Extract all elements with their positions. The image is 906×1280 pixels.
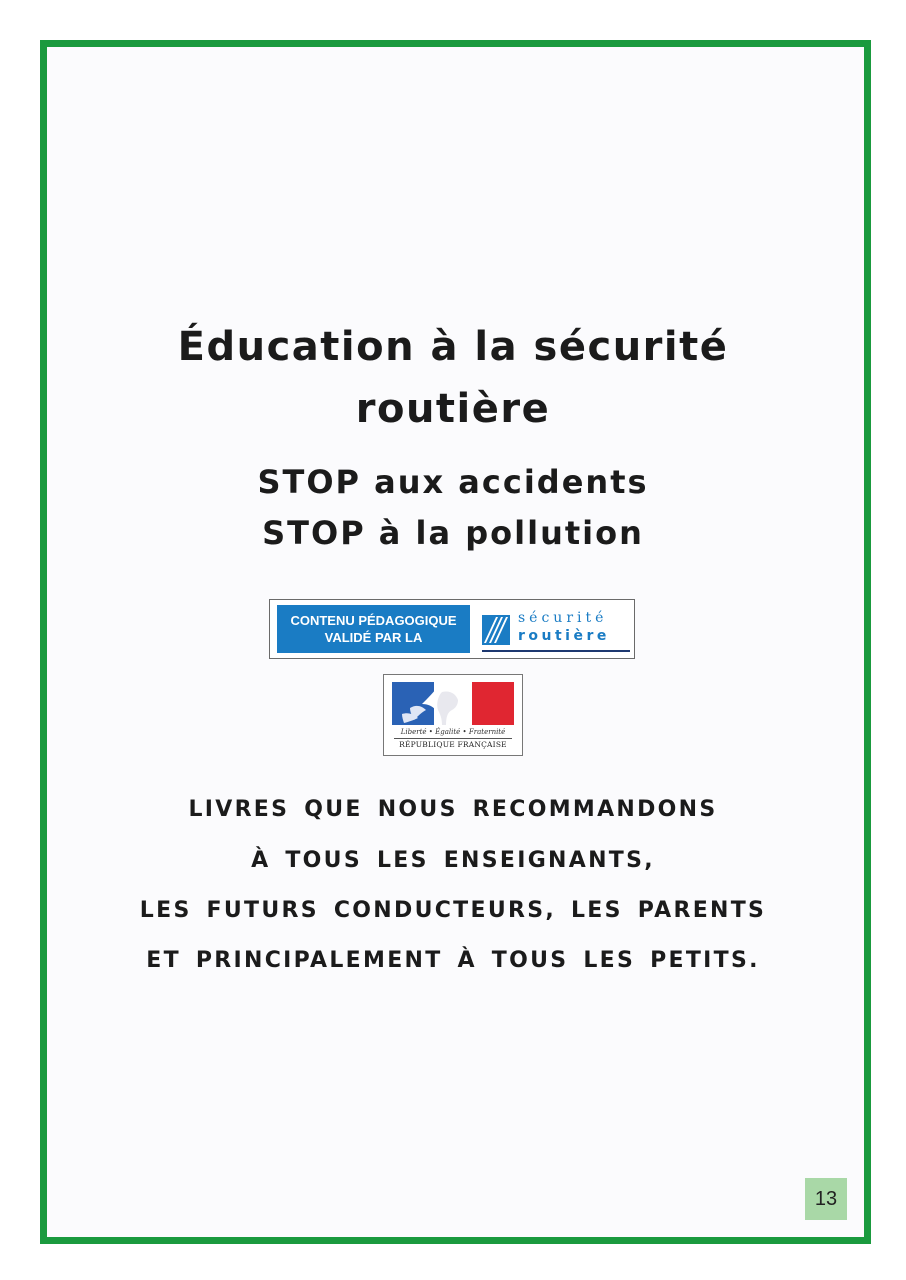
validated-content-line-1: CONTENU PÉDAGOGIQUE <box>290 613 457 628</box>
page-title-line-2: routière <box>355 386 551 432</box>
subtitle-line-1: STOP aux accidents <box>257 463 649 501</box>
marianne-republic-text: RÉPUBLIQUE FRANÇAISE <box>399 740 507 749</box>
securite-routiere-underline <box>482 650 630 652</box>
marianne-motto: Liberté • Égalité • Fraternité <box>400 728 506 736</box>
marianne-logo <box>383 674 523 756</box>
recommendation-line-1: LIVRES QUE NOUS RECOMMANDONS <box>188 797 718 822</box>
recommendation-line-4: ET PRINCIPALEMENT À TOUS LES PETITS. <box>146 948 760 973</box>
validated-content-label <box>277 605 470 653</box>
recommendation-line-2: À TOUS LES ENSEIGNANTS, <box>251 848 655 873</box>
subtitle-line-2: STOP à la pollution <box>262 514 644 552</box>
page-number: 13 <box>805 1178 847 1220</box>
page-title-line-1: Éducation à la sécurité <box>177 324 729 370</box>
validated-content-line-2: VALIDÉ PAR LA <box>324 630 423 645</box>
recommendation-line-3: LES FUTURS CONDUCTEURS, LES PARENTS <box>139 898 767 923</box>
securite-routiere-mark-icon <box>482 615 510 645</box>
securite-routiere-top-text: sécurité <box>518 610 608 626</box>
marianne-flag-icon <box>392 682 514 725</box>
securite-routiere-bottom-text: routière <box>518 628 610 644</box>
securite-routiere-logo <box>482 605 630 653</box>
securite-routiere-badge <box>269 599 635 659</box>
